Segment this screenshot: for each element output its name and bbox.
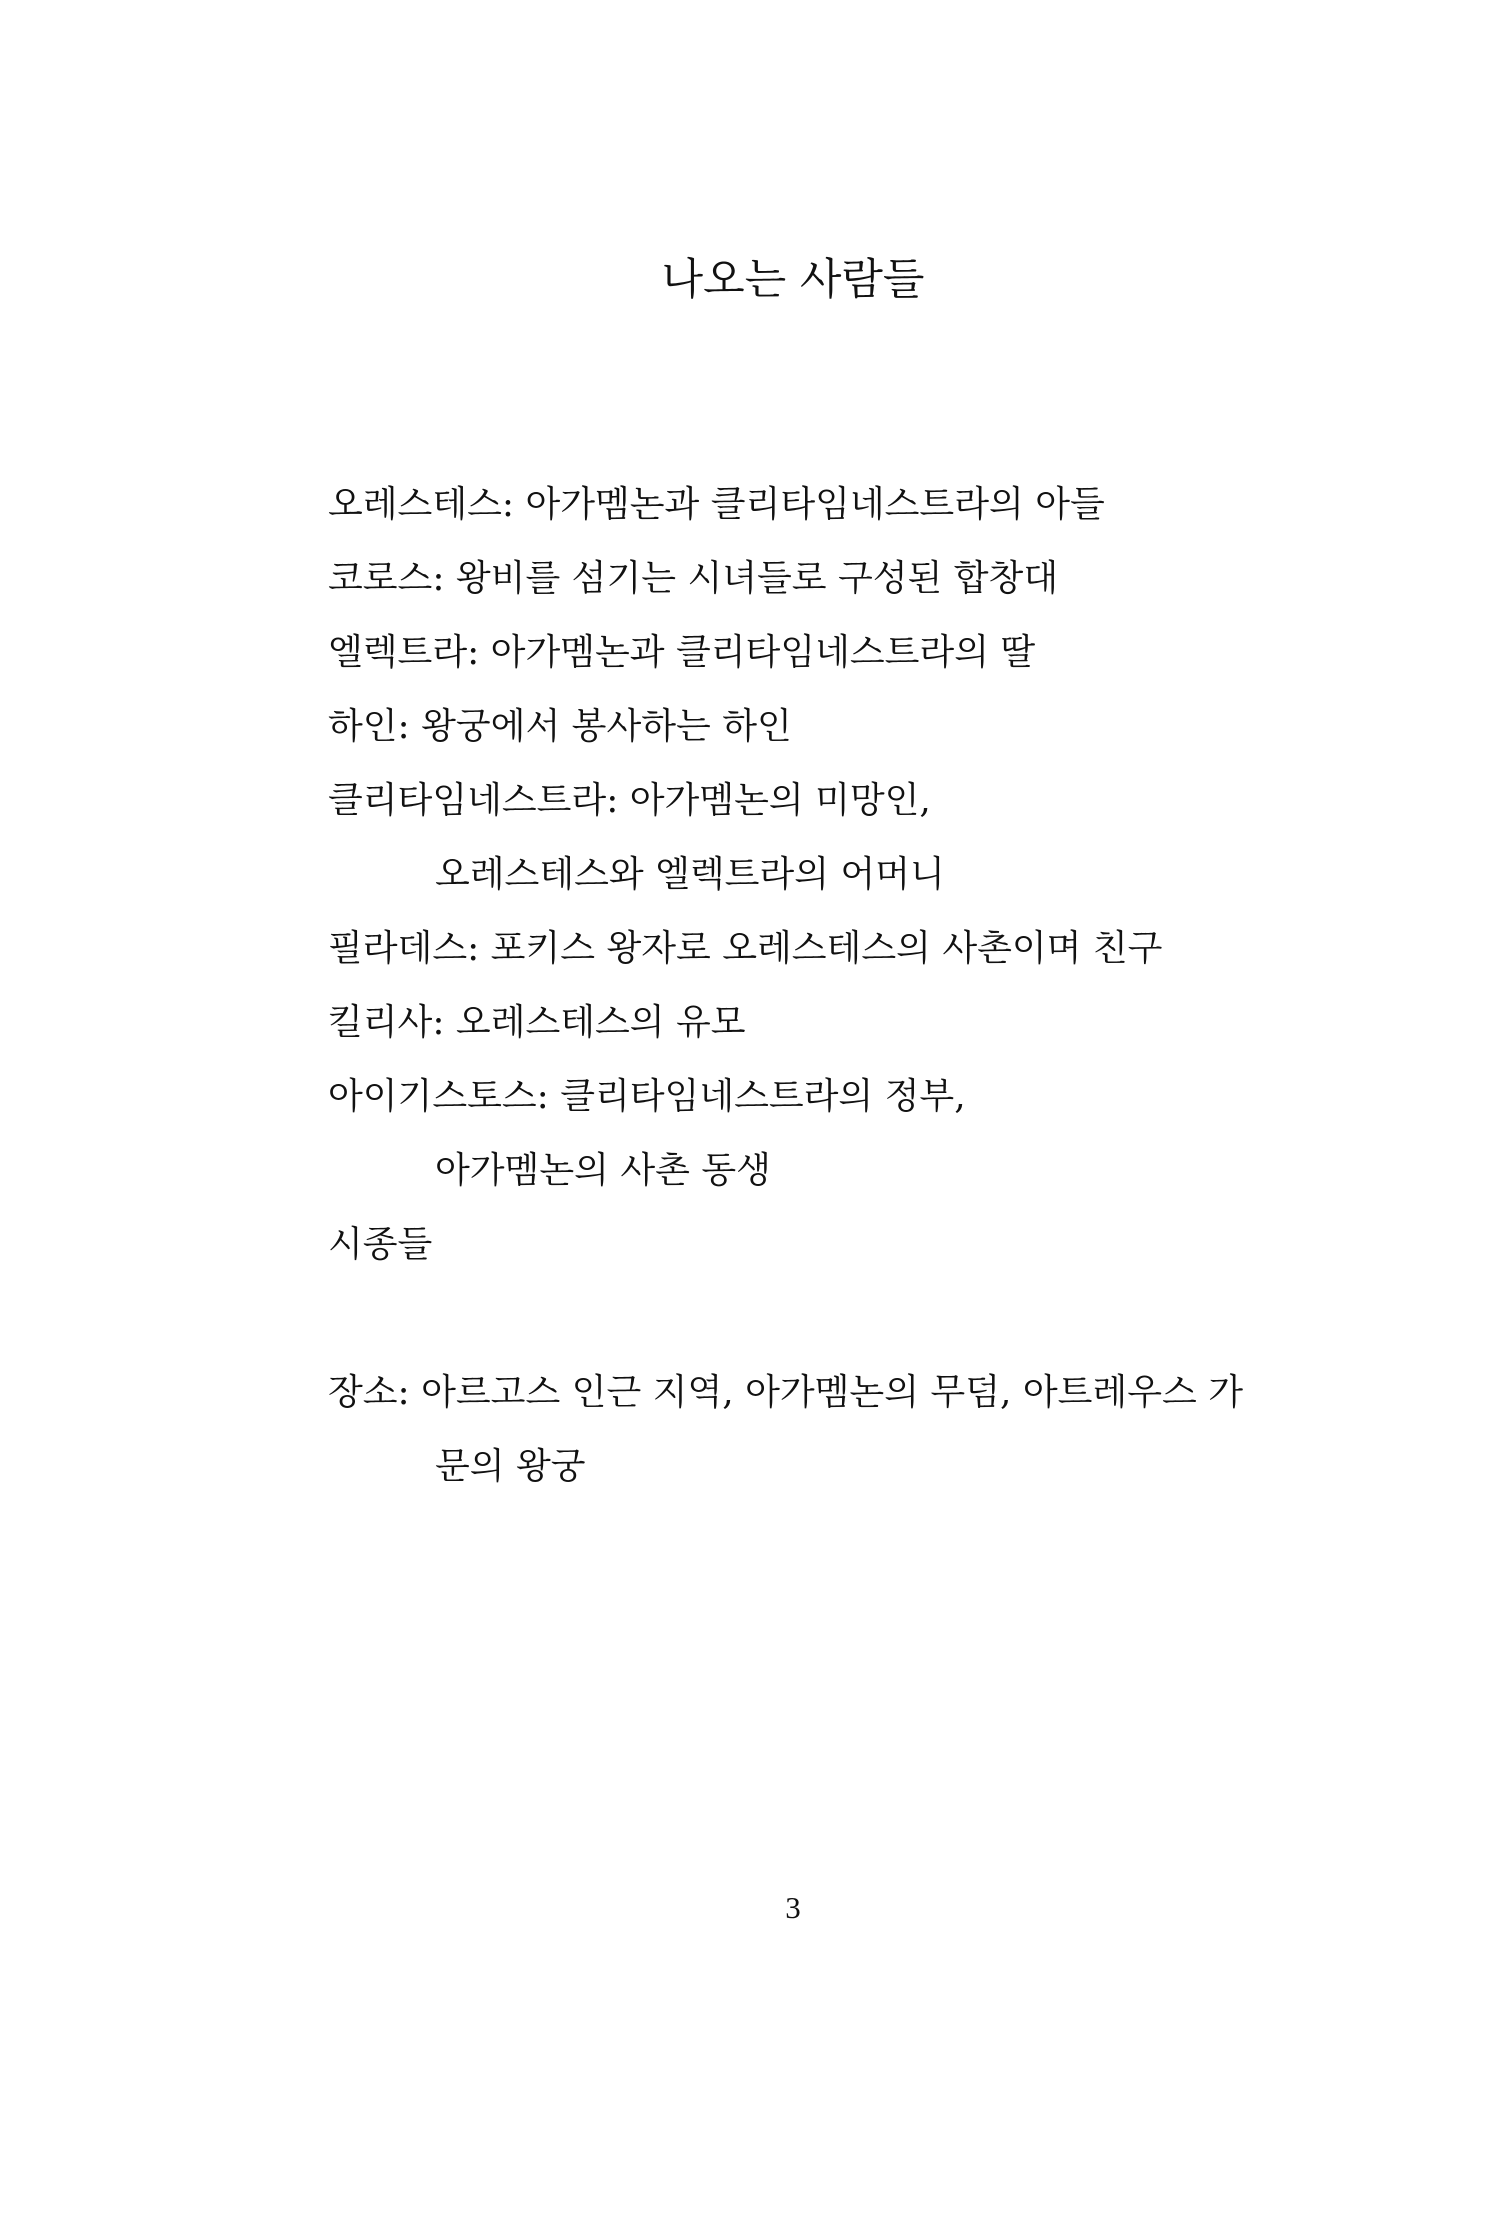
setting-line-continued: 문의 왕궁 bbox=[435, 1446, 586, 1487]
cast-entry-servant: 하인: 왕궁에서 봉사하는 하인 bbox=[328, 706, 792, 747]
cast-entry-clytemnestra: 클리타임네스트라: 아가멤논의 미망인, bbox=[328, 780, 931, 821]
cast-entry-attendants: 시종들 bbox=[328, 1224, 433, 1265]
cast-entry-pylades: 필라데스: 포키스 왕자로 오레스테스의 사촌이며 친구 bbox=[328, 928, 1163, 969]
section-gap bbox=[328, 1282, 1428, 1356]
cast-entry-chorus: 코로스: 왕비를 섬기는 시녀들로 구성된 합창대 bbox=[328, 558, 1059, 599]
page-number: 3 bbox=[785, 1890, 801, 1925]
cast-entry-aegisthus: 아이기스토스: 클리타임네스트라의 정부, bbox=[328, 1076, 966, 1117]
cast-entry-clytemnestra-continued: 오레스테스와 엘렉트라의 어머니 bbox=[435, 854, 945, 895]
cast-entry-orestes: 오레스테스: 아가멤논과 클리타임네스트라의 아들 bbox=[328, 484, 1105, 525]
page-title: 나오는 사람들 bbox=[661, 255, 925, 305]
cast-entry-aegisthus-continued: 아가멤논의 사촌 동생 bbox=[435, 1150, 771, 1191]
cast-entry-cilissa: 킬리사: 오레스테스의 유모 bbox=[328, 1002, 746, 1043]
setting-line: 장소: 아르고스 인근 지역, 아가멤논의 무덤, 아트레우스 가 bbox=[328, 1372, 1243, 1413]
cast-list bbox=[328, 468, 1428, 1504]
cast-entry-electra: 엘렉트라: 아가멤논과 클리타임네스트라의 딸 bbox=[328, 632, 1036, 673]
